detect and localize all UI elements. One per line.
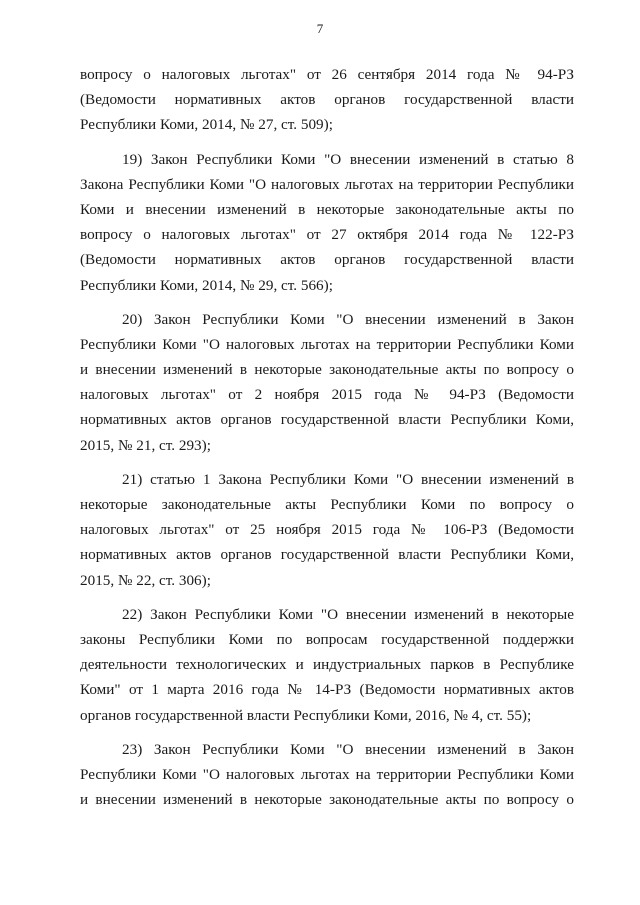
text-line: (Ведомости нормативных актов органов государственной власти — [80, 251, 574, 269]
text-line: нормативных актов органов государственной власти Республики Коми, — [80, 546, 574, 564]
text-line: и внесении изменений в некоторые законодательные акты по вопросу о — [80, 791, 574, 809]
paragraph-item-20 — [80, 307, 574, 458]
paragraph-continuation — [80, 62, 574, 138]
paragraph-item-22 — [80, 602, 574, 728]
text-line: нормативных актов органов государственной власти Республики Коми, — [80, 411, 574, 429]
paragraph-item-21 — [80, 467, 574, 593]
text-line: Республики Коми "О налоговых льготах на территории Республики Коми — [80, 765, 574, 783]
text-line: некоторые законодательные акты Республики Коми по вопросу о — [80, 496, 574, 513]
text-line: 21) статью 1 Закона Республики Коми "О внесении изменений в — [122, 470, 574, 488]
text-line: 2015, № 22, ст. 306); — [80, 571, 211, 589]
text-line: Закона Республики Коми "О налоговых льготах на территории Республики — [80, 175, 574, 193]
text-line: деятельности технологических и индустриальных парков в Республике — [80, 656, 574, 674]
text-line: Коми" от 1 марта 2016 года № 14-РЗ (Ведомости нормативных актов — [80, 681, 574, 699]
text-line: Республики Коми, 2014, № 29, ст. 566); — [80, 276, 333, 294]
text-line: Коми и внесении изменений в некоторые законодательные акты по — [80, 200, 574, 218]
text-line: (Ведомости нормативных актов органов государственной власти — [80, 91, 574, 109]
text-line: Республики Коми, 2014, № 27, ст. 509); — [80, 116, 333, 134]
text-line: и внесении изменений в некоторые законодательные акты по вопросу о — [80, 361, 574, 379]
text-line: налоговых льготах" от 2 ноября 2015 года № 94-РЗ (Ведомости — [80, 386, 574, 404]
page-number: 7 — [316, 21, 324, 36]
paragraph-item-23 — [80, 737, 574, 813]
text-line: 22) Закон Республики Коми "О внесении изменений в некоторые — [122, 605, 574, 623]
text-line: 20) Закон Республики Коми "О внесении изменений в Закон — [122, 310, 574, 328]
document-body — [80, 62, 574, 812]
text-line: органов государственной власти Республики Коми, 2016, № 4, ст. 55); — [80, 706, 532, 724]
text-line: 23) Закон Республики Коми "О внесении изменений в Закон — [122, 740, 574, 758]
text-line: 19) Закон Республики Коми "О внесении изменений в статью 8 — [122, 150, 574, 168]
text-line: вопросу о налоговых льготах" от 26 сентября 2014 года № 94-РЗ — [80, 66, 574, 83]
text-line: вопросу о налоговых льготах" от 27 октября 2014 года № 122-РЗ — [80, 226, 574, 244]
text-line: Республики Коми "О налоговых льготах на территории Республики Коми — [80, 335, 574, 353]
paragraph-item-19 — [80, 147, 574, 298]
text-line: 2015, № 21, ст. 293); — [80, 436, 211, 454]
text-line: налоговых льготах" от 25 ноября 2015 года № 106-РЗ (Ведомости — [80, 521, 574, 539]
text-line: законы Республики Коми по вопросам государственной поддержки — [80, 630, 574, 648]
